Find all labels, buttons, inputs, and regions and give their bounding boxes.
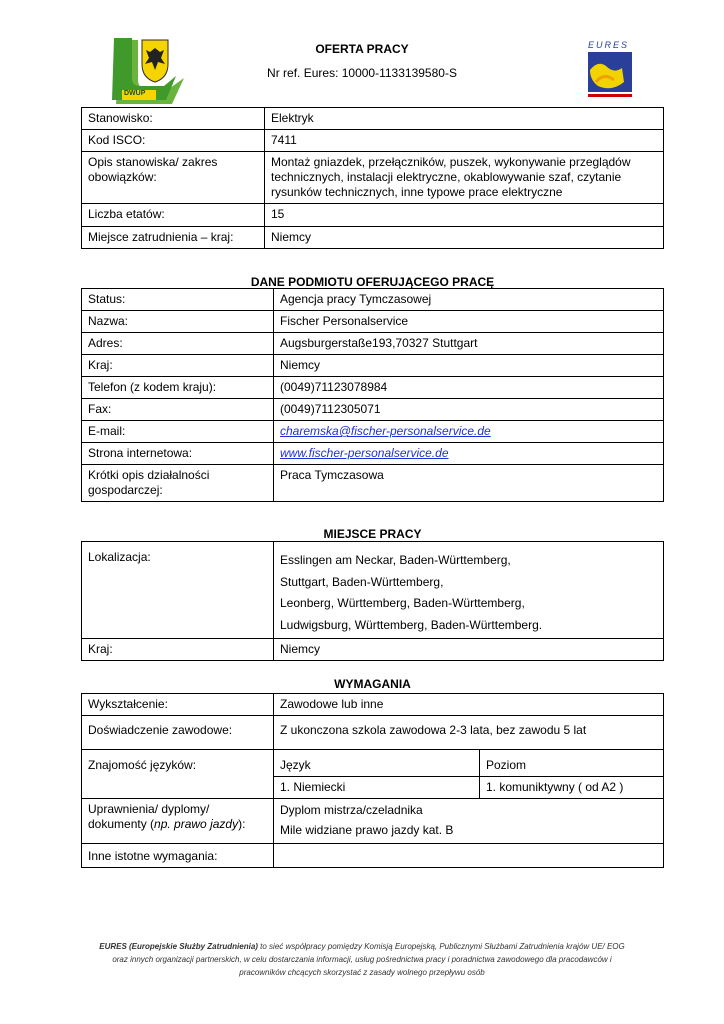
location-item: Stuttgart, Baden-Württemberg,	[280, 574, 444, 589]
dwup-logo	[112, 38, 184, 106]
address-value: Augsburgerstaße193,70327 Stuttgart	[274, 333, 664, 355]
positions-count-label: Liczba etatów:	[82, 204, 265, 227]
eures-logo	[584, 40, 636, 106]
website-link[interactable]: www.fischer-personalservice.de	[280, 446, 449, 460]
status-label: Status:	[82, 289, 274, 311]
location-item: Leonberg, Württemberg, Baden-Württemberg,	[280, 596, 525, 610]
address-label: Adres:	[82, 333, 274, 355]
fax-label: Fax:	[82, 399, 274, 421]
employer-table	[81, 288, 664, 502]
workplace-heading: MIEJSCE PRACY	[323, 527, 422, 541]
table-row	[82, 443, 664, 465]
language-1: 1. Niemiecki	[274, 777, 480, 799]
email-link[interactable]: charemska@fischer-personalservice.de	[280, 424, 491, 438]
table-row	[82, 355, 664, 377]
education-value: Zawodowe lub inne	[274, 694, 664, 716]
workplace-country-label: Kraj:	[82, 639, 274, 661]
phone-value: (0049)71123078984	[274, 377, 664, 399]
country-label: Kraj:	[82, 355, 274, 377]
location-item: Esslingen am Neckar, Baden-Württemberg,	[280, 553, 511, 567]
work-country-value: Niemcy	[265, 227, 664, 249]
country-value: Niemcy	[274, 355, 664, 377]
permission-item: Mile widziane prawo jazdy kat. B	[280, 823, 454, 837]
table-row	[82, 844, 664, 868]
isco-value: 7411	[265, 130, 664, 152]
page-title: OFERTA PRACY	[315, 42, 409, 56]
workplace-table	[81, 541, 664, 661]
table-row	[82, 204, 664, 227]
experience-label: Doświadczenie zawodowe:	[82, 716, 274, 750]
reference-number: Nr ref. Eures: 10000-1133139580-S	[267, 66, 457, 80]
workplace-country-value: Niemcy	[274, 639, 664, 661]
table-row	[82, 465, 664, 502]
table-row	[82, 542, 664, 639]
table-row	[82, 799, 664, 844]
table-row	[82, 399, 664, 421]
language-column-header: Język	[274, 750, 480, 777]
fax-value: (0049)7112305071	[274, 399, 664, 421]
languages-label: Znajomość języków:	[82, 750, 274, 799]
location-item: Ludwigsburg, Württemberg, Baden-Württemberg.	[280, 617, 543, 632]
table-row	[82, 421, 664, 443]
table-row	[82, 108, 664, 130]
job-table	[81, 107, 664, 249]
other-requirements-label: Inne istotne wymagania:	[82, 844, 274, 868]
table-row	[82, 333, 664, 355]
table-row	[82, 130, 664, 152]
permissions-label: Uprawnienia/ dyplomy/ dokumenty (np. prawo jazdy):	[82, 799, 274, 844]
table-row	[82, 750, 664, 777]
level-1: 1. komuniktywny ( od A2 )	[480, 777, 664, 799]
requirements-heading: WYMAGANIA	[334, 677, 411, 691]
table-row	[82, 639, 664, 661]
position-label: Stanowisko:	[82, 108, 265, 130]
activity-label: Krótki opis działalności gospodarczej:	[82, 465, 274, 502]
status-value: Agencja pracy Tymczasowej	[274, 289, 664, 311]
table-row	[82, 152, 664, 204]
activity-value: Praca Tymczasowa	[274, 465, 664, 502]
work-country-label: Miejsce zatrudnienia – kraj:	[82, 227, 265, 249]
description-value: Montaż gniazdek, przełączników, puszek, wykonywanie przeglądów technicznych, instalacji elektryczne, okablowywanie szaf, czytanie rysunków technicznych, inne typowe prace elektryczne	[265, 152, 664, 204]
email-label: E-mail:	[82, 421, 274, 443]
table-row	[82, 289, 664, 311]
requirements-table	[81, 693, 664, 868]
dwup-logo-text: DWUP	[124, 90, 146, 97]
location-label: Lokalizacja:	[82, 542, 274, 639]
employer-heading: DANE PODMIOTU OFERUJĄCEGO PRACĘ	[250, 275, 495, 289]
position-value: Elektryk	[265, 108, 664, 130]
table-row	[82, 227, 664, 249]
experience-value: Z ukonczona szkola zawodowa 2-3 lata, bez zawodu 5 lat	[274, 716, 664, 750]
other-requirements-value	[274, 844, 664, 868]
footer-note: EURES (Europejskie Służby Zatrudnienia) to sieć współpracy pomiędzy Komisją Europejską, Publicznymi Służbami Zatrudnienia krajów UE/ EOG oraz innych organizacji partnerskich, w celu dostarczania informacji, usług pośrednictwa pracy i poradnictwa zawodowego dla pracodawców i pracowników chcących skorzystać z zasady wolnego przepływu osób	[99, 942, 625, 977]
eures-logo-text: EURES	[588, 40, 630, 50]
isco-label: Kod ISCO:	[82, 130, 265, 152]
company-name-label: Nazwa:	[82, 311, 274, 333]
table-row	[82, 694, 664, 716]
education-label: Wykształcenie:	[82, 694, 274, 716]
positions-count-value: 15	[265, 204, 664, 227]
description-label: Opis stanowiska/ zakres obowiązków:	[82, 152, 265, 204]
table-row	[82, 311, 664, 333]
company-name-value: Fischer Personalservice	[274, 311, 664, 333]
level-column-header: Poziom	[480, 750, 664, 777]
table-row	[82, 377, 664, 399]
phone-label: Telefon (z kodem kraju):	[82, 377, 274, 399]
table-row	[82, 716, 664, 750]
website-label: Strona internetowa:	[82, 443, 274, 465]
permission-item: Dyplom mistrza/czeladnika	[280, 803, 423, 817]
